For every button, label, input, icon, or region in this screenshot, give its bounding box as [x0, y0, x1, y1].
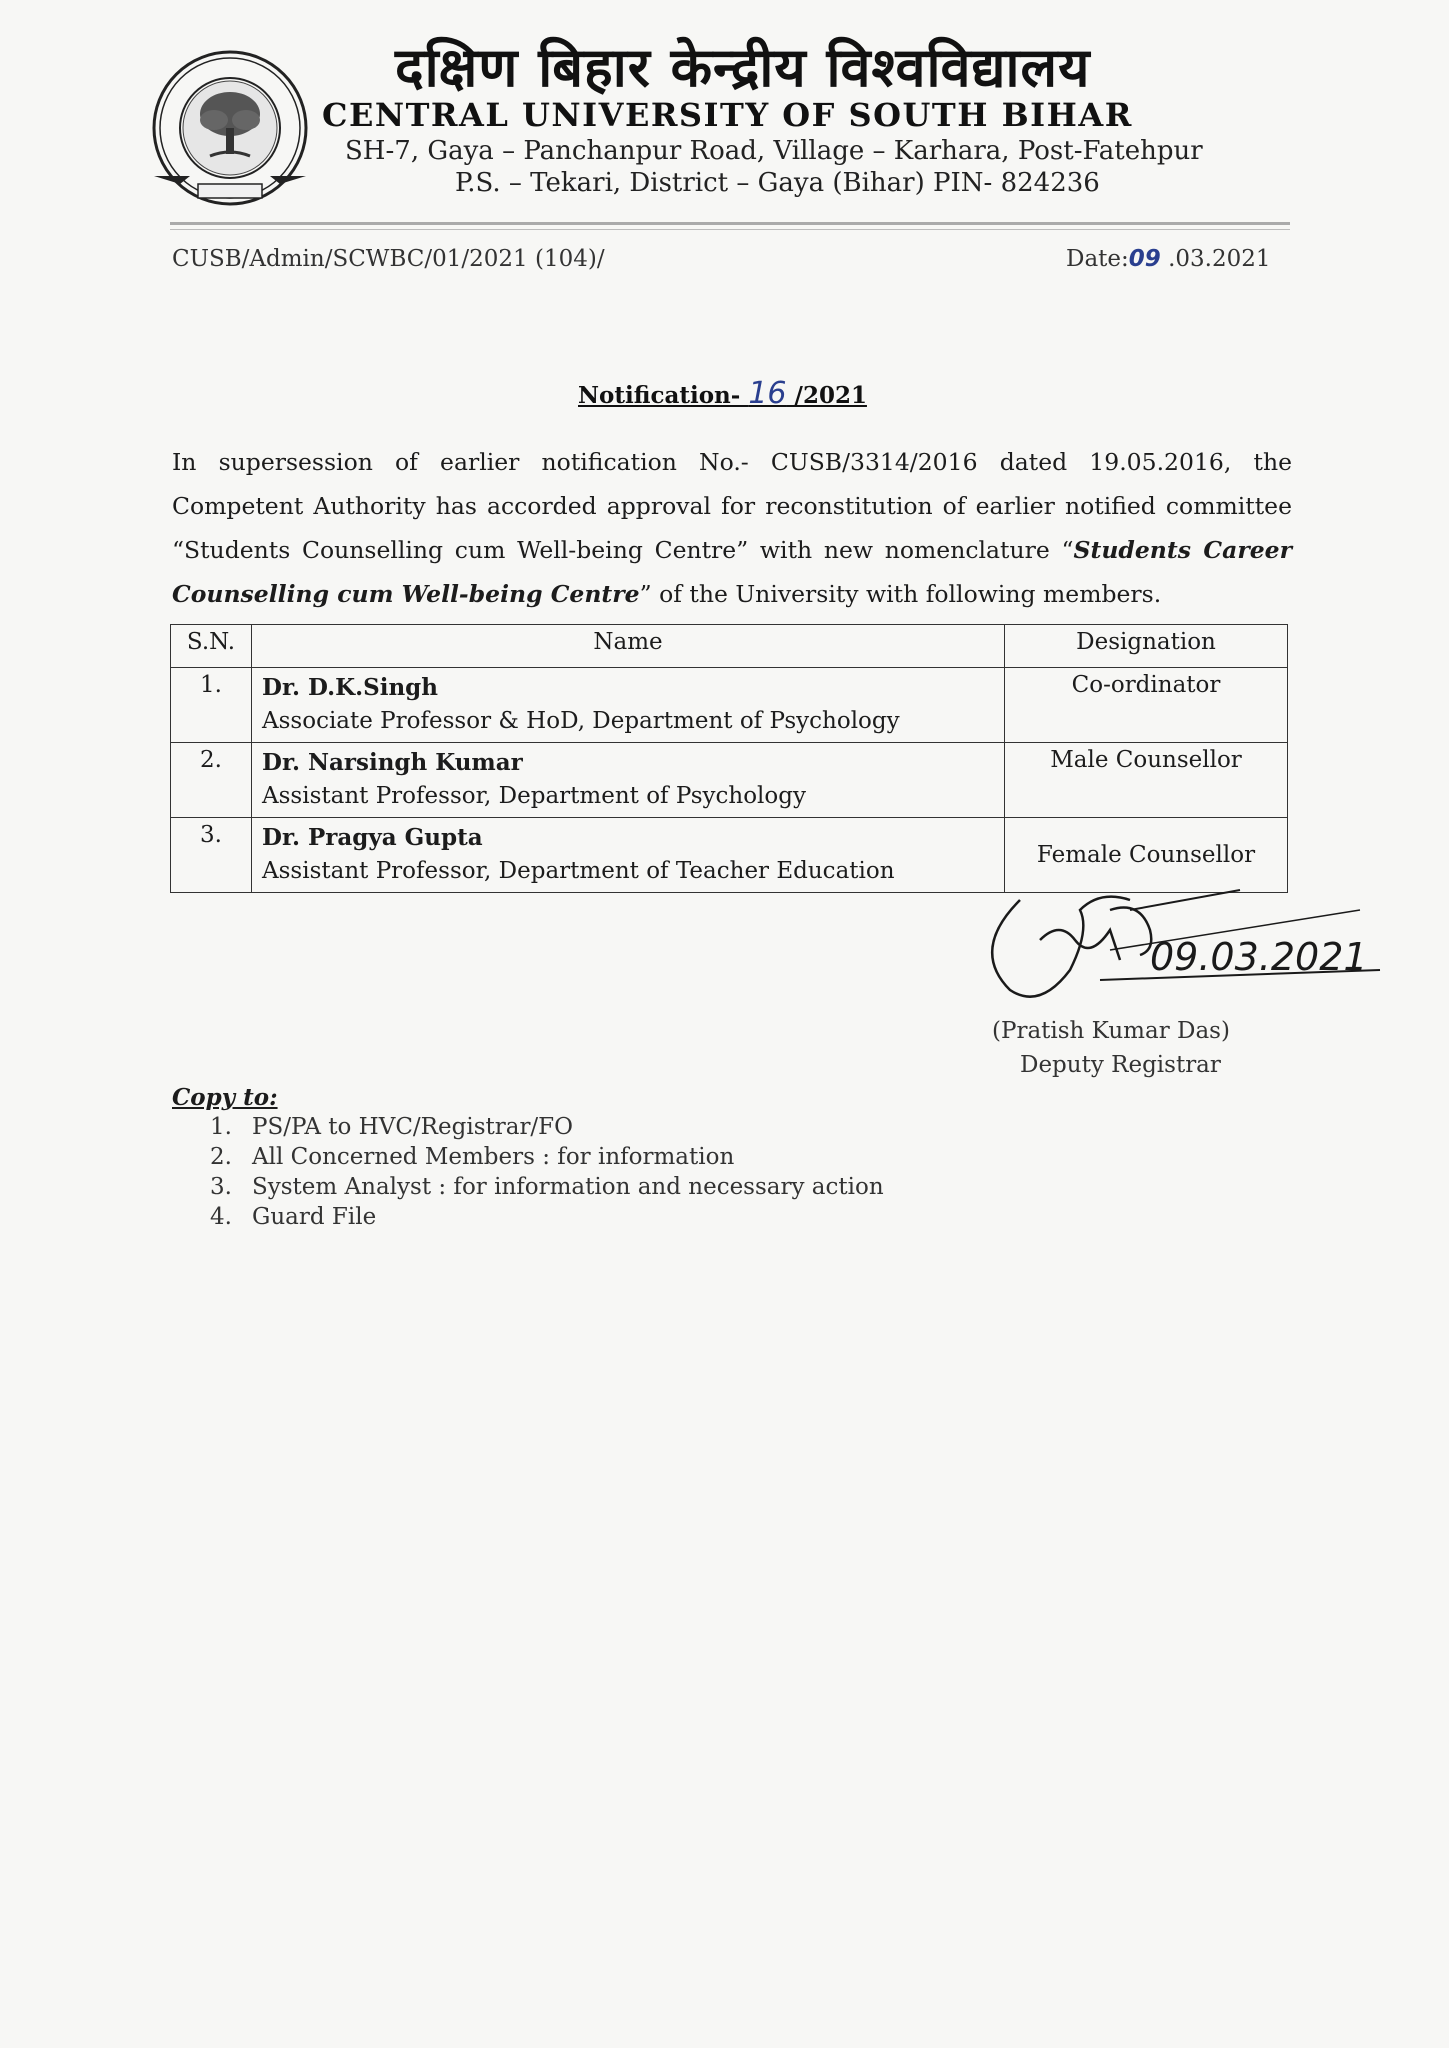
- header-designation: Designation: [1005, 625, 1288, 668]
- address-line-1: SH-7, Gaya – Panchanpur Road, Village – Karhara, Post-Fatehpur: [345, 136, 1203, 166]
- signer-designation: Deputy Registrar: [1020, 1052, 1221, 1078]
- notification-title: [578, 376, 867, 411]
- date-rest: .03.2021: [1160, 246, 1271, 272]
- notification-prefix: Notification-: [578, 382, 749, 409]
- list-item: [210, 1172, 884, 1202]
- table-header-row: [171, 625, 1288, 668]
- copy-item-number: 2.: [210, 1144, 232, 1170]
- row-designation: Female Counsellor: [1005, 818, 1288, 893]
- copy-item-number: 4.: [210, 1204, 232, 1230]
- header-name: Name: [252, 625, 1005, 668]
- university-english-title: CENTRAL UNIVERSITY OF SOUTH BIHAR: [322, 96, 1133, 134]
- notification-number-handwritten: 16: [748, 376, 787, 411]
- reference-number: CUSB/Admin/SCWBC/01/2021 (104)/: [172, 246, 605, 272]
- header-rule-thin: [170, 229, 1290, 230]
- notification-body: [172, 440, 1292, 616]
- row-designation: Co-ordinator: [1005, 668, 1288, 743]
- university-hindi-title: दक्षिण बिहार केन्द्रीय विश्वविद्यालय: [395, 36, 1091, 99]
- member-post: Assistant Professor, Department of Psychology: [262, 783, 806, 809]
- copy-item-number: 1.: [210, 1114, 232, 1140]
- document-date: [1066, 246, 1271, 272]
- signer-name: (Pratish Kumar Das): [992, 1018, 1230, 1044]
- member-name: Dr. Narsingh Kumar: [262, 749, 523, 776]
- date-day-handwritten: 09: [1128, 246, 1161, 272]
- body-part-2: ” of the University with following members.: [639, 580, 1162, 608]
- address-line-2: P.S. – Tekari, District – Gaya (Bihar) PIN- 824236: [455, 168, 1100, 198]
- copy-item-text: All Concerned Members : for information: [252, 1144, 735, 1170]
- date-label: Date:: [1066, 246, 1129, 272]
- copy-item-text: PS/PA to HVC/Registrar/FO: [252, 1114, 574, 1140]
- member-name: Dr. Pragya Gupta: [262, 824, 483, 851]
- member-post: Assistant Professor, Department of Teacher Education: [262, 858, 895, 884]
- body-part-1: In supersession of earlier notification No.- CUSB/3314/2016 dated 19.05.2016, the Competent Authority has accorded approval for reconstitution of earlier notified committee “Students Counselling cum Well-being Centre” with new nomenclature “: [172, 448, 1292, 564]
- notification-suffix: /2021: [786, 382, 867, 409]
- row-name-cell: [252, 668, 1005, 743]
- body-emphasis: Students Career Counselling cum Well-being Centre: [172, 536, 1292, 608]
- member-post: Associate Professor & HoD, Department of Psychology: [262, 708, 900, 734]
- row-designation: Male Counsellor: [1005, 743, 1288, 818]
- header-sn: S.N.: [171, 625, 252, 668]
- row-sn: 2.: [171, 743, 252, 818]
- copy-item-text: System Analyst : for information and necessary action: [252, 1174, 884, 1200]
- copy-item-number: 3.: [210, 1174, 232, 1200]
- header-rule: [170, 222, 1290, 225]
- list-item: [210, 1112, 884, 1142]
- copy-to-list: [210, 1112, 884, 1232]
- row-sn: 1.: [171, 668, 252, 743]
- copy-item-text: Guard File: [252, 1204, 377, 1230]
- member-name: Dr. D.K.Singh: [262, 674, 438, 701]
- row-name-cell: [252, 818, 1005, 893]
- university-seal-icon: [150, 48, 310, 208]
- copy-to-heading: Copy to:: [172, 1084, 278, 1111]
- members-table: [170, 624, 1288, 893]
- list-item: [210, 1202, 884, 1232]
- list-item: [210, 1142, 884, 1172]
- table-row: [171, 668, 1288, 743]
- signature-date-handwritten: 09.03.2021: [1150, 935, 1368, 979]
- row-sn: 3.: [171, 818, 252, 893]
- table-row: [171, 743, 1288, 818]
- row-name-cell: [252, 743, 1005, 818]
